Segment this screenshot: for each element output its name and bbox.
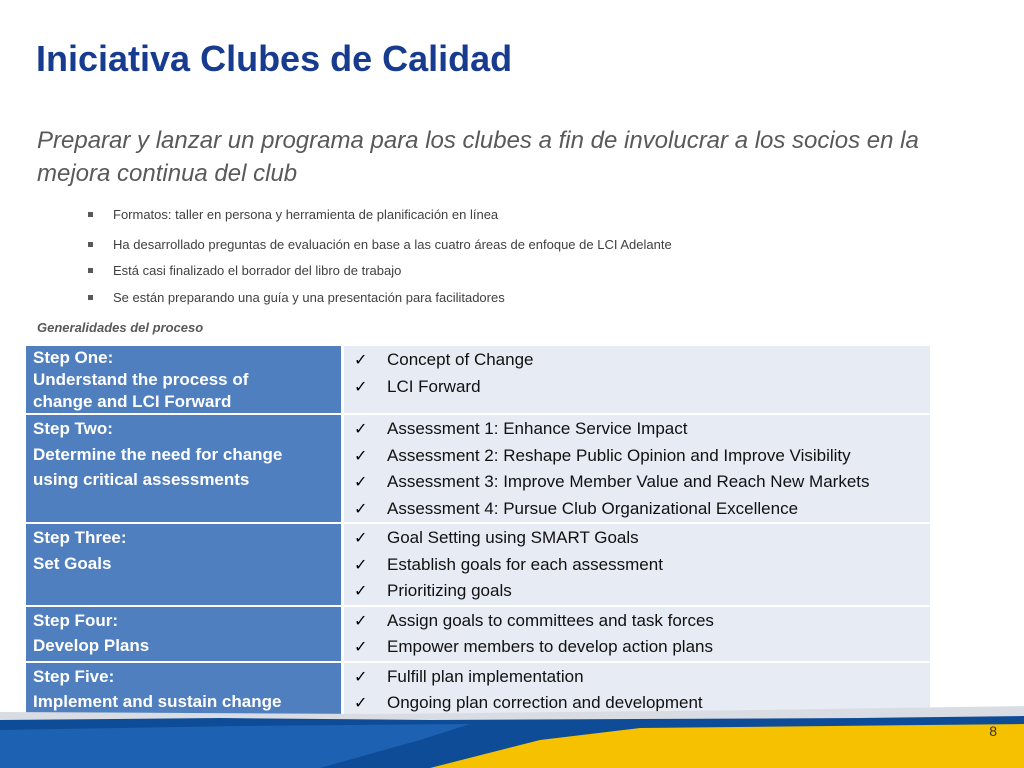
step-cell: Step Four: Develop Plans — [26, 606, 343, 662]
square-bullet-icon — [88, 212, 93, 217]
check-icon: ✓ — [354, 530, 368, 547]
list-item: ✓ Assessment 1: Enhance Service Impact — [354, 416, 930, 443]
check-icon: ✓ — [354, 352, 368, 369]
bullet-item: Se están preparando una guía y una presentación para facilitadores — [88, 290, 505, 305]
items-cell — [343, 346, 931, 414]
check-icon: ✓ — [354, 474, 368, 491]
process-table — [26, 346, 930, 719]
section-label: Generalidades del proceso — [37, 320, 204, 335]
check-icon: ✓ — [354, 421, 368, 438]
bullet-item: Ha desarrollado preguntas de evaluación en base a las cuatro áreas de enfoque de LCI Adelante — [88, 237, 672, 252]
square-bullet-icon — [88, 242, 93, 247]
list-item: ✓ Fulfill plan implementation — [354, 664, 930, 691]
list-item: ✓ Ongoing plan correction and development — [354, 690, 930, 717]
list-item: ✓ Establish goals for each assessment — [354, 552, 930, 579]
page-number: 8 — [989, 723, 997, 739]
list-item: ✓ LCI Forward — [354, 374, 930, 401]
table-row — [26, 346, 930, 414]
check-icon: ✓ — [354, 556, 368, 574]
bullet-item: Formatos: taller en persona y herramienta de planificación en línea — [88, 207, 498, 222]
check-icon: ✓ — [354, 500, 368, 518]
check-icon: ✓ — [354, 447, 368, 465]
slide-title: Iniciativa Clubes de Calidad — [36, 38, 513, 79]
list-item: ✓ Goal Setting using SMART Goals — [354, 525, 930, 552]
step-cell: Step One: Understand the process of change and LCI Forward — [26, 346, 343, 414]
check-icon: ✓ — [354, 583, 368, 600]
items-cell — [343, 606, 931, 662]
step-cell: Step Five: Implement and sustain change — [26, 662, 343, 718]
check-icon: ✓ — [354, 639, 368, 656]
table-row — [26, 523, 930, 606]
list-item: ✓ Assessment 4: Pursue Club Organizational Excellence — [354, 496, 930, 523]
check-icon: ✓ — [354, 612, 368, 630]
table-row — [26, 606, 930, 662]
check-icon: ✓ — [354, 378, 368, 396]
list-item: ✓ Prioritizing goals — [354, 578, 930, 605]
check-icon: ✓ — [354, 695, 368, 712]
slide-subtitle: Preparar y lanzar un programa para los clubes a fin de involucrar a los socios en la mejora continua del club — [37, 127, 919, 187]
step-cell: Step Three: Set Goals — [26, 523, 343, 606]
square-bullet-icon — [88, 268, 93, 273]
bullet-item: Está casi finalizado el borrador del libro de trabajo — [88, 263, 401, 278]
footer-wave-decoration — [0, 700, 1024, 768]
items-cell — [343, 523, 931, 606]
list-item: ✓ Assessment 3: Improve Member Value and Reach New Markets — [354, 469, 930, 496]
step-cell: Step Two: Determine the need for change using critical assessments — [26, 414, 343, 523]
list-item: ✓ Empower members to develop action plans — [354, 634, 930, 661]
check-icon: ✓ — [354, 668, 368, 686]
list-item: ✓ Assign goals to committees and task forces — [354, 608, 930, 635]
table-row — [26, 414, 930, 523]
items-cell — [343, 414, 931, 523]
list-item: ✓ Assessment 2: Reshape Public Opinion and Improve Visibility — [354, 443, 930, 470]
square-bullet-icon — [88, 295, 93, 300]
list-item: ✓ Concept of Change — [354, 347, 930, 374]
